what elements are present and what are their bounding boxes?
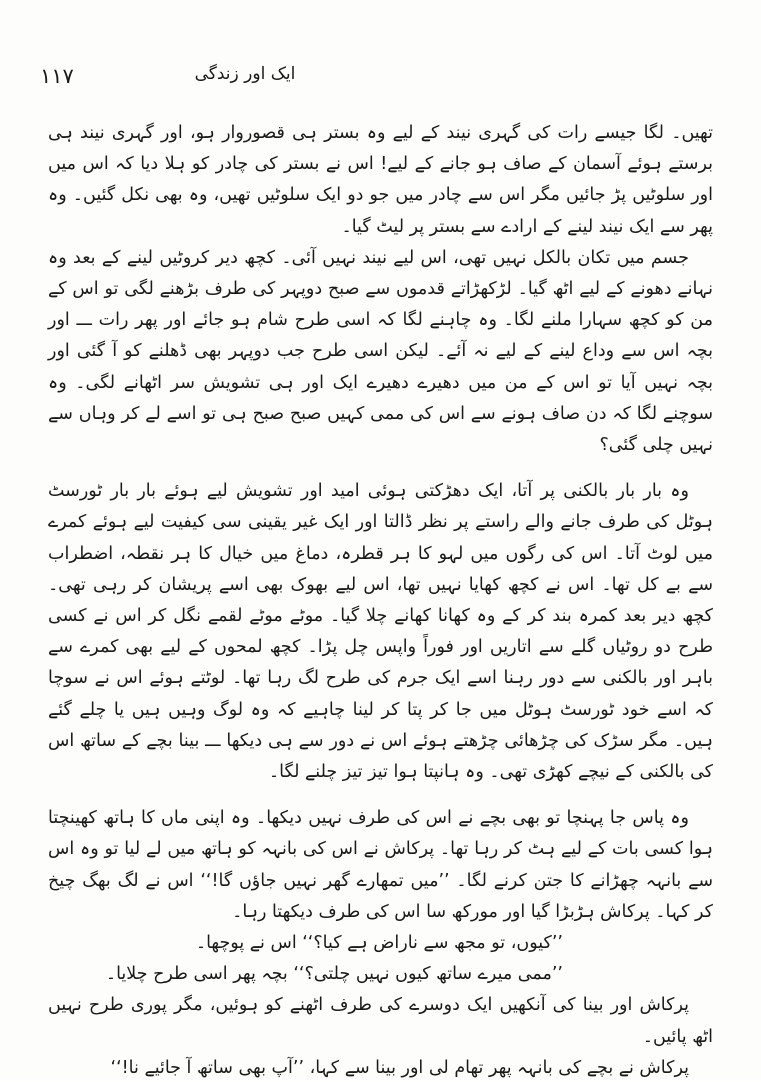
paragraph: وہ بار بار بالکنی پر آتا، ایک دھڑکتی ہوئی امید اور تشویش لیے ہوئے بار بار ٹورسٹ ہوٹل کی طرف جانے والے راستے پر نظر ڈالتا اور ایک غیر یقینی سی کیفیت لیے ہوئے کمرے میں لوٹ آتا۔ اس کی رگوں میں لہو کا ہر قطرہ، دماغ میں خیال کا ہر نقطہ، اضطراب سے بے کل تھا۔ اس نے کچھ کھایا نہیں تھا، اس لیے بھوک بھی اسے پریشان کر رہی تھی۔ کچھ دیر بعد کمرہ بند کر کے وہ کھانا کھانے چلا گیا۔ موٹے موٹے لقمے نگل کر اس نے کسی طرح دو روٹیاں گلے سے اتاریں اور فوراً واپس چل پڑا۔ کچھ لمحوں کے لیے بھی کمرے سے باہر اور بالکنی سے دور رہنا اسے ایک جرم کی طرح لگ رہا تھا۔ لوٹتے ہوئے اس نے سوچا کہ اسے خود ٹورسٹ ہوٹل میں جا کر پتا کر لینا چاہیے کہ وہ لوگ وہیں ہیں یا چلے گئے ہیں۔ مگر سڑک کی چڑھائی چڑھتے ہوئے اس نے دور سے ہی دیکھا ـــ بینا بچے کے ساتھ اس کی بالکنی کے نیچے کھڑی تھی۔ وہ ہانپتا ہوا تیز تیز چلنے لگا۔ <box>48 481 713 783</box>
paragraph: جسم میں تکان بالکل نہیں تھی، اس لیے نیند نہیں آئی۔ کچھ دیر کروٹیں لینے کے بعد وہ نہانے دھونے کے لیے اٹھ گیا۔ لڑکھڑاتے قدموں سے صبح دوپہر کی طرف بڑھنے لگی تو اس کے من کو کچھ سہارا ملنے لگا۔ وہ چاہنے لگا کہ اسی طرح شام ہو جائے اور پھر رات ـــ اور بچہ اس سے وداع لینے کے لیے نہ آئے۔ لیکن اسی طرح جب دوپہر بھی ڈھلنے کو آ گئی اور بچہ نہیں آیا تو اس کے من میں دھیرے دھیرے ایک اور ہی تشویش سر اٹھانے لگی۔ وہ سوچنے لگا کہ دن صاف ہونے سے اس کی ممی کہیں صبح صبح ہی تو اسے لے کر وہاں سے نہیں چلی گئی؟ <box>48 247 713 456</box>
dialogue-line: ’’ممی میرے ساتھ کیوں نہیں چلتی؟‘‘ بچہ پھر اسی طرح چلایا۔ <box>105 964 563 985</box>
paragraph: وہ پاس جا پہنچا تو بھی بچے نے اس کی طرف نہیں دیکھا۔ وہ اپنی ماں کا ہاتھ کھینچتا ہوا کسی بات کے لیے ہٹ کر رہا تھا۔ پرکاش نے اس کی بانہہ کو ہاتھ میں لے لیا تو وہ اس سے بانہہ چھڑانے کا جتن کرنے لگا۔ ’’میں تمھارے گھر نہیں جاؤں گا!‘‘ اس نے لگ بھگ چیخ کر کہا۔ پرکاش ہڑبڑا گیا اور مورکھ سا اس کی طرف دیکھتا رہا۔ <box>48 808 713 922</box>
paragraph: پرکاش اور بینا کی آنکھیں ایک دوسرے کی طرف اٹھنے کو ہوئیں، مگر پوری طرح نہیں اٹھ پائیں۔ <box>48 995 713 1047</box>
paragraph: پرکاش نے بچے کی بانہہ پھر تھام لی اور بینا سے کہا، ’’آپ بھی ساتھ آ جائیے نا!‘‘ <box>110 1057 689 1078</box>
page-header <box>40 58 721 98</box>
paragraph-continuation: تھیں۔ لگا جیسے رات کی گہری نیند کے لیے وہ بستر ہی قصوروار ہو، اور گہری نیند ہی برستے ہوئے آسمان کے صاف ہو جانے کے لیے! اس نے بستر کی چادر کو ہلا دیا کہ اس میں اور سلوٹیں پڑ جائیں مگر اس سے چادر میں جو دو ایک سلوٹیں تھیں، وہ بھی نکل گئیں۔ وہ پھر سے ایک نیند لینے کے ارادے سے بستر پر لیٹ گیا۔ <box>48 123 713 237</box>
page-number: ۱۱۷ <box>40 64 74 88</box>
dialogue-line: ’’کیوں، تو مجھ سے ناراض ہے کیا؟‘‘ اس نے پوچھا۔ <box>195 933 563 954</box>
body-text <box>48 118 713 1084</box>
running-title: ایک اور زندگی <box>194 64 296 84</box>
